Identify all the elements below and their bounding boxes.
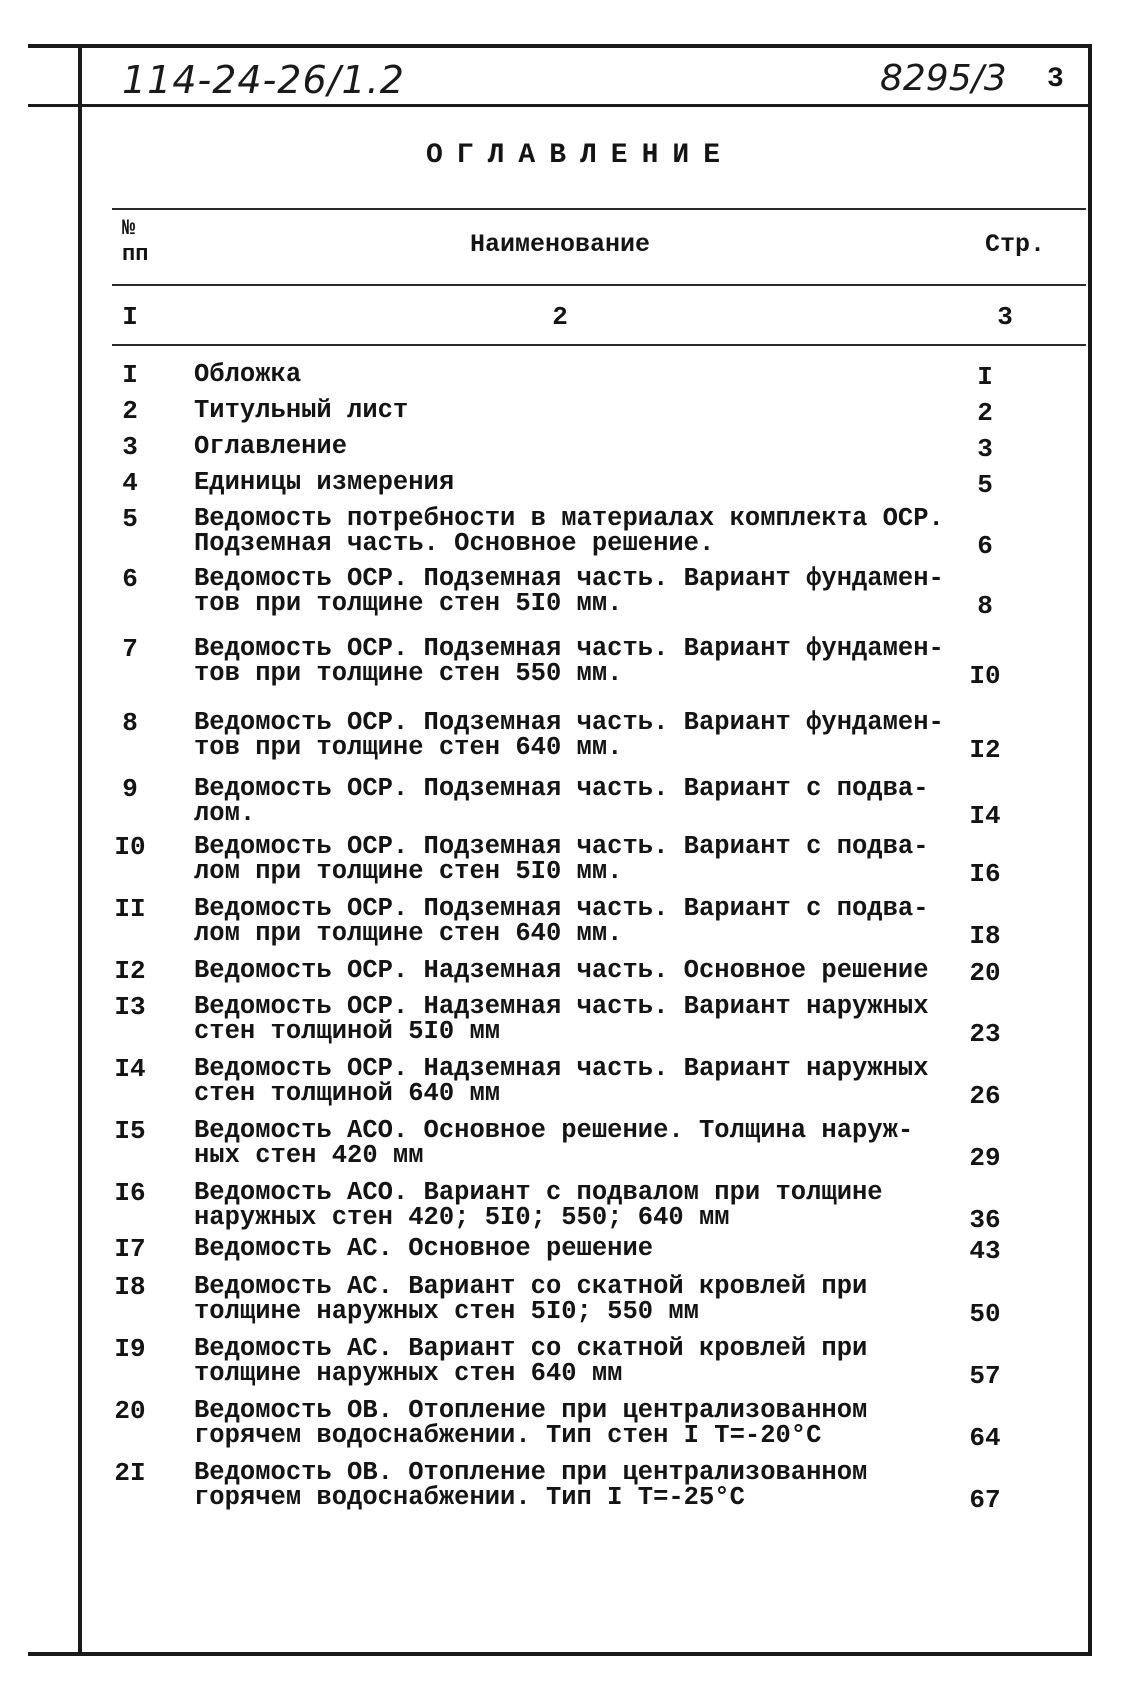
row-name: Ведомость потребности в материалах комплекта ОСР. Подземная часть. Основное решение.: [194, 504, 944, 558]
row-number: I4: [114, 1054, 146, 1084]
row-number: 5: [122, 504, 138, 534]
row-page: 5: [977, 470, 993, 500]
column-number-3: 3: [997, 302, 1013, 332]
row-page: 2: [977, 398, 993, 428]
row-name: Ведомость ОВ. Отопление при централизованном горячем водоснабжении. Тип стен I Т=-20°С: [194, 1396, 868, 1450]
row-number: 6: [122, 564, 138, 594]
row-number: 9: [122, 774, 138, 804]
row-page: 67: [969, 1485, 1001, 1515]
row-name: Ведомость АС. Вариант со скатной кровлей при толщине наружных стен 5I0; 550 мм: [194, 1272, 868, 1326]
row-number: 8: [122, 708, 138, 738]
row-page: 26: [969, 1081, 1001, 1111]
row-name: Ведомость ОСР. Подземная часть. Вариант фундамен- тов при толщине стен 550 мм.: [194, 634, 944, 688]
frame-bottom-border: [28, 1652, 1092, 1656]
row-name: Ведомость ОСР. Подземная часть. Вариант фундамен- тов при толщине стен 5I0 мм.: [194, 564, 944, 618]
frame-right-border: [1088, 44, 1092, 1656]
row-number: I7: [114, 1234, 146, 1264]
row-name: Ведомость ОСР. Надземная часть. Вариант наружных стен толщиной 640 мм: [194, 1054, 929, 1108]
row-name: Ведомость АС. Основное решение: [194, 1234, 654, 1263]
row-name: Оглавление: [194, 432, 348, 461]
column-number-1: I: [122, 302, 138, 332]
row-number: I6: [114, 1178, 146, 1208]
row-page: 6: [977, 531, 993, 561]
row-page: 64: [969, 1423, 1001, 1453]
row-number: I3: [114, 992, 146, 1022]
column-number-2: 2: [552, 302, 568, 332]
row-name: Единицы измерения: [194, 468, 455, 497]
sheet-number: 3: [1047, 64, 1064, 95]
row-number: II: [114, 894, 146, 924]
inventory-number: 8295/3: [880, 58, 1007, 99]
row-page: 29: [969, 1143, 1001, 1173]
row-page: 43: [969, 1236, 1001, 1266]
row-name: Ведомость АС. Вариант со скатной кровлей при толщине наружных стен 640 мм: [194, 1334, 868, 1388]
row-number: 7: [122, 634, 138, 664]
row-page: 50: [969, 1299, 1001, 1329]
row-name: Ведомость ОВ. Отопление при централизованном горячем водоснабжении. Тип I Т=-25°С: [194, 1458, 868, 1512]
row-name: Ведомость ОСР. Надземная часть. Вариант наружных стен толщиной 5I0 мм: [194, 992, 929, 1046]
row-name: Титульный лист: [194, 396, 409, 425]
header-page-label: Стр.: [984, 230, 1045, 259]
row-page: I4: [969, 801, 1001, 831]
row-page: I0: [969, 661, 1001, 691]
row-name: Ведомость ОСР. Подземная часть. Вариант с подва- лом.: [194, 774, 929, 828]
row-page: I8: [969, 921, 1001, 951]
row-number: 2I: [114, 1458, 146, 1488]
row-number: I5: [114, 1116, 146, 1146]
row-name: Ведомость ОСР. Подземная часть. Вариант фундамен- тов при толщине стен 640 мм.: [194, 708, 944, 762]
row-page: 20: [969, 958, 1001, 988]
row-name: Обложка: [194, 360, 302, 389]
table-top-rule: [112, 208, 1086, 210]
table-header-rule: [112, 284, 1086, 286]
frame-top-border: [28, 44, 1092, 48]
row-name: Ведомость АСО. Основное решение. Толщина наруж- ных стен 420 мм: [194, 1116, 914, 1170]
header-name-label: Наименование: [469, 230, 651, 259]
row-page: I6: [969, 859, 1001, 889]
row-number: 3: [122, 432, 138, 462]
header-divider: [28, 104, 1092, 107]
header-number-label: № пп: [122, 216, 149, 267]
row-name: Ведомость ОСР. Надземная часть. Основное решение: [194, 956, 929, 985]
row-page: 8: [977, 591, 993, 621]
row-name: Ведомость ОСР. Подземная часть. Вариант с подва- лом при толщине стен 640 мм.: [194, 894, 929, 948]
page-title: ОГЛАВЛЕНИЕ: [425, 140, 735, 171]
row-page: 57: [969, 1361, 1001, 1391]
row-number: 20: [114, 1396, 146, 1426]
row-name: Ведомость АСО. Вариант с подвалом при толщине наружных стен 420; 5I0; 550; 640 мм: [194, 1178, 883, 1232]
row-number: 2: [122, 396, 138, 426]
row-page: I2: [969, 735, 1001, 765]
row-page: 3: [977, 434, 993, 464]
document-code: 114-24-26/1.2: [122, 58, 405, 102]
row-number: I0: [114, 832, 146, 862]
row-number: I: [122, 360, 138, 390]
row-name: Ведомость ОСР. Подземная часть. Вариант с подва- лом при толщине стен 5I0 мм.: [194, 832, 929, 886]
table-colnum-rule: [112, 344, 1086, 346]
frame-left-border: [78, 44, 82, 1656]
row-page: 23: [969, 1019, 1001, 1049]
row-number: I8: [114, 1272, 146, 1302]
row-number: I9: [114, 1334, 146, 1364]
row-page: I: [977, 362, 993, 392]
row-page: 36: [969, 1205, 1001, 1235]
row-number: 4: [122, 468, 138, 498]
row-number: I2: [114, 956, 146, 986]
